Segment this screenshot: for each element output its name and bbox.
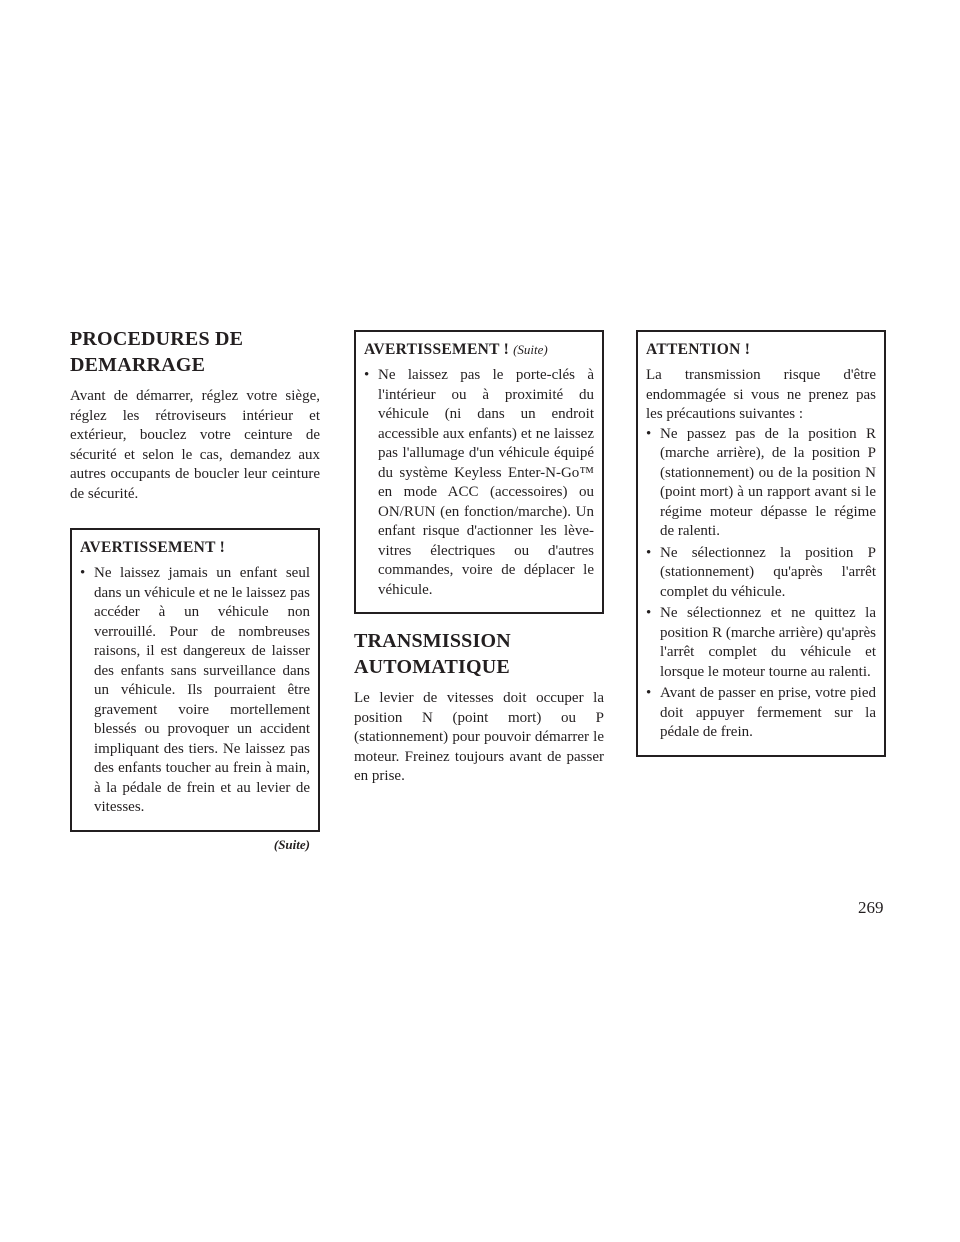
caution-box [636, 330, 886, 757]
warning-bullet-item [364, 366, 594, 600]
caution-bullet-text: Avant de passer en prise, votre pied doit appuyer fermement sur la pédale de frein. [660, 685, 876, 740]
warning-title-text: AVERTISSEMENT ! [364, 341, 510, 358]
warning-title [364, 340, 594, 360]
caution-bullet-list [646, 425, 876, 743]
column-right [636, 330, 886, 757]
caution-bullet-item [646, 544, 876, 603]
warning-bullet-list [364, 366, 594, 600]
caution-intro: La transmission risque d'être endommagée si vous ne prenez pas les précautions suivantes : [646, 367, 876, 422]
warning-box [70, 528, 320, 832]
starting-procedures-paragraph: Avant de démarrer, réglez votre siège, réglez les rétroviseurs intérieur et extérieur, bouclez votre ceinture de sécurité et selon le cas, demandez aux autres occupants de boucler leur ceinture de sécurité. [70, 388, 320, 502]
bullet-icon: • [646, 544, 652, 561]
bullet-icon: • [646, 685, 652, 701]
warning-bullet-text: Ne laissez jamais un enfant seul dans un véhicule et ne le laissez pas accéder à un véhicule non verrouillé. Pour de nombreuses raisons, il est dangereux de laisser des enfants sans surveillance dans un véhicule. Ils pourraient être gravement voire mortellement blessés ou provoquer un accident impliquant des tiers. Ne laissez pas des enfants toucher au frein à main, à la pédale de frein et au levier de vitesses. [94, 565, 310, 815]
section-heading-starting-procedures: PROCEDURES DE DEMARRAGE [70, 328, 244, 376]
page-number: 269 [858, 898, 884, 917]
automatic-transmission-paragraph: Le levier de vitesses doit occuper la position N (point mort) ou P (stationnement) pour pouvoir démarrer le moteur. Freinez toujours avant de passer en prise. [354, 690, 604, 784]
warning-bullet-item [80, 564, 310, 818]
section-heading-automatic-transmission: TRANSMISSION AUTOMATIQUE [354, 630, 511, 678]
warning-bullet-list [80, 564, 310, 818]
column-middle [354, 330, 604, 787]
warning-bullet-text: Ne laissez pas le porte-clés à l'intérieur ou à proximité du véhicule (ni dans un endroit accessible aux enfants) et ne laissez pas l'allumage d'un véhicule équipé du système Keyless Enter-N-Go™ en mode ACC (accessoires) ou ON/RUN (en fonction/marche). Un enfant risque d'actionner les lève-vitres électriques ou d'autres commandes, voire de déplacer le véhicule. [378, 367, 594, 598]
warning-title: AVERTISSEMENT ! [80, 539, 226, 556]
caution-bullet-item [646, 425, 876, 542]
bullet-icon: • [80, 565, 86, 581]
column-left [70, 326, 320, 854]
bullet-icon: • [646, 425, 652, 442]
bullet-icon: • [364, 367, 370, 383]
caution-bullet-text: Ne sélectionnez la position P (stationnement) qu'après l'arrêt complet du véhicule. [660, 544, 876, 600]
caution-bullet-item [646, 604, 876, 682]
caution-bullet-text: Ne passez pas de la position R (marche arrière), de la position P (stationnement) ou de la position N (point mort) à un rapport avant si le régime moteur dépasse le régime de ralenti. [660, 425, 876, 539]
caution-bullet-item [646, 684, 876, 743]
bullet-icon: • [646, 605, 652, 621]
warning-box-continued [354, 330, 604, 614]
caution-bullet-text: Ne sélectionnez et ne quittez la position R (marche arrière) qu'après l'arrêt complet du véhicule et lorsque le moteur tourne au ralenti. [660, 605, 876, 680]
caution-title: ATTENTION ! [646, 341, 751, 358]
continued-note: (Suite) [273, 836, 310, 852]
warning-title-suffix: (Suite) [513, 342, 548, 357]
